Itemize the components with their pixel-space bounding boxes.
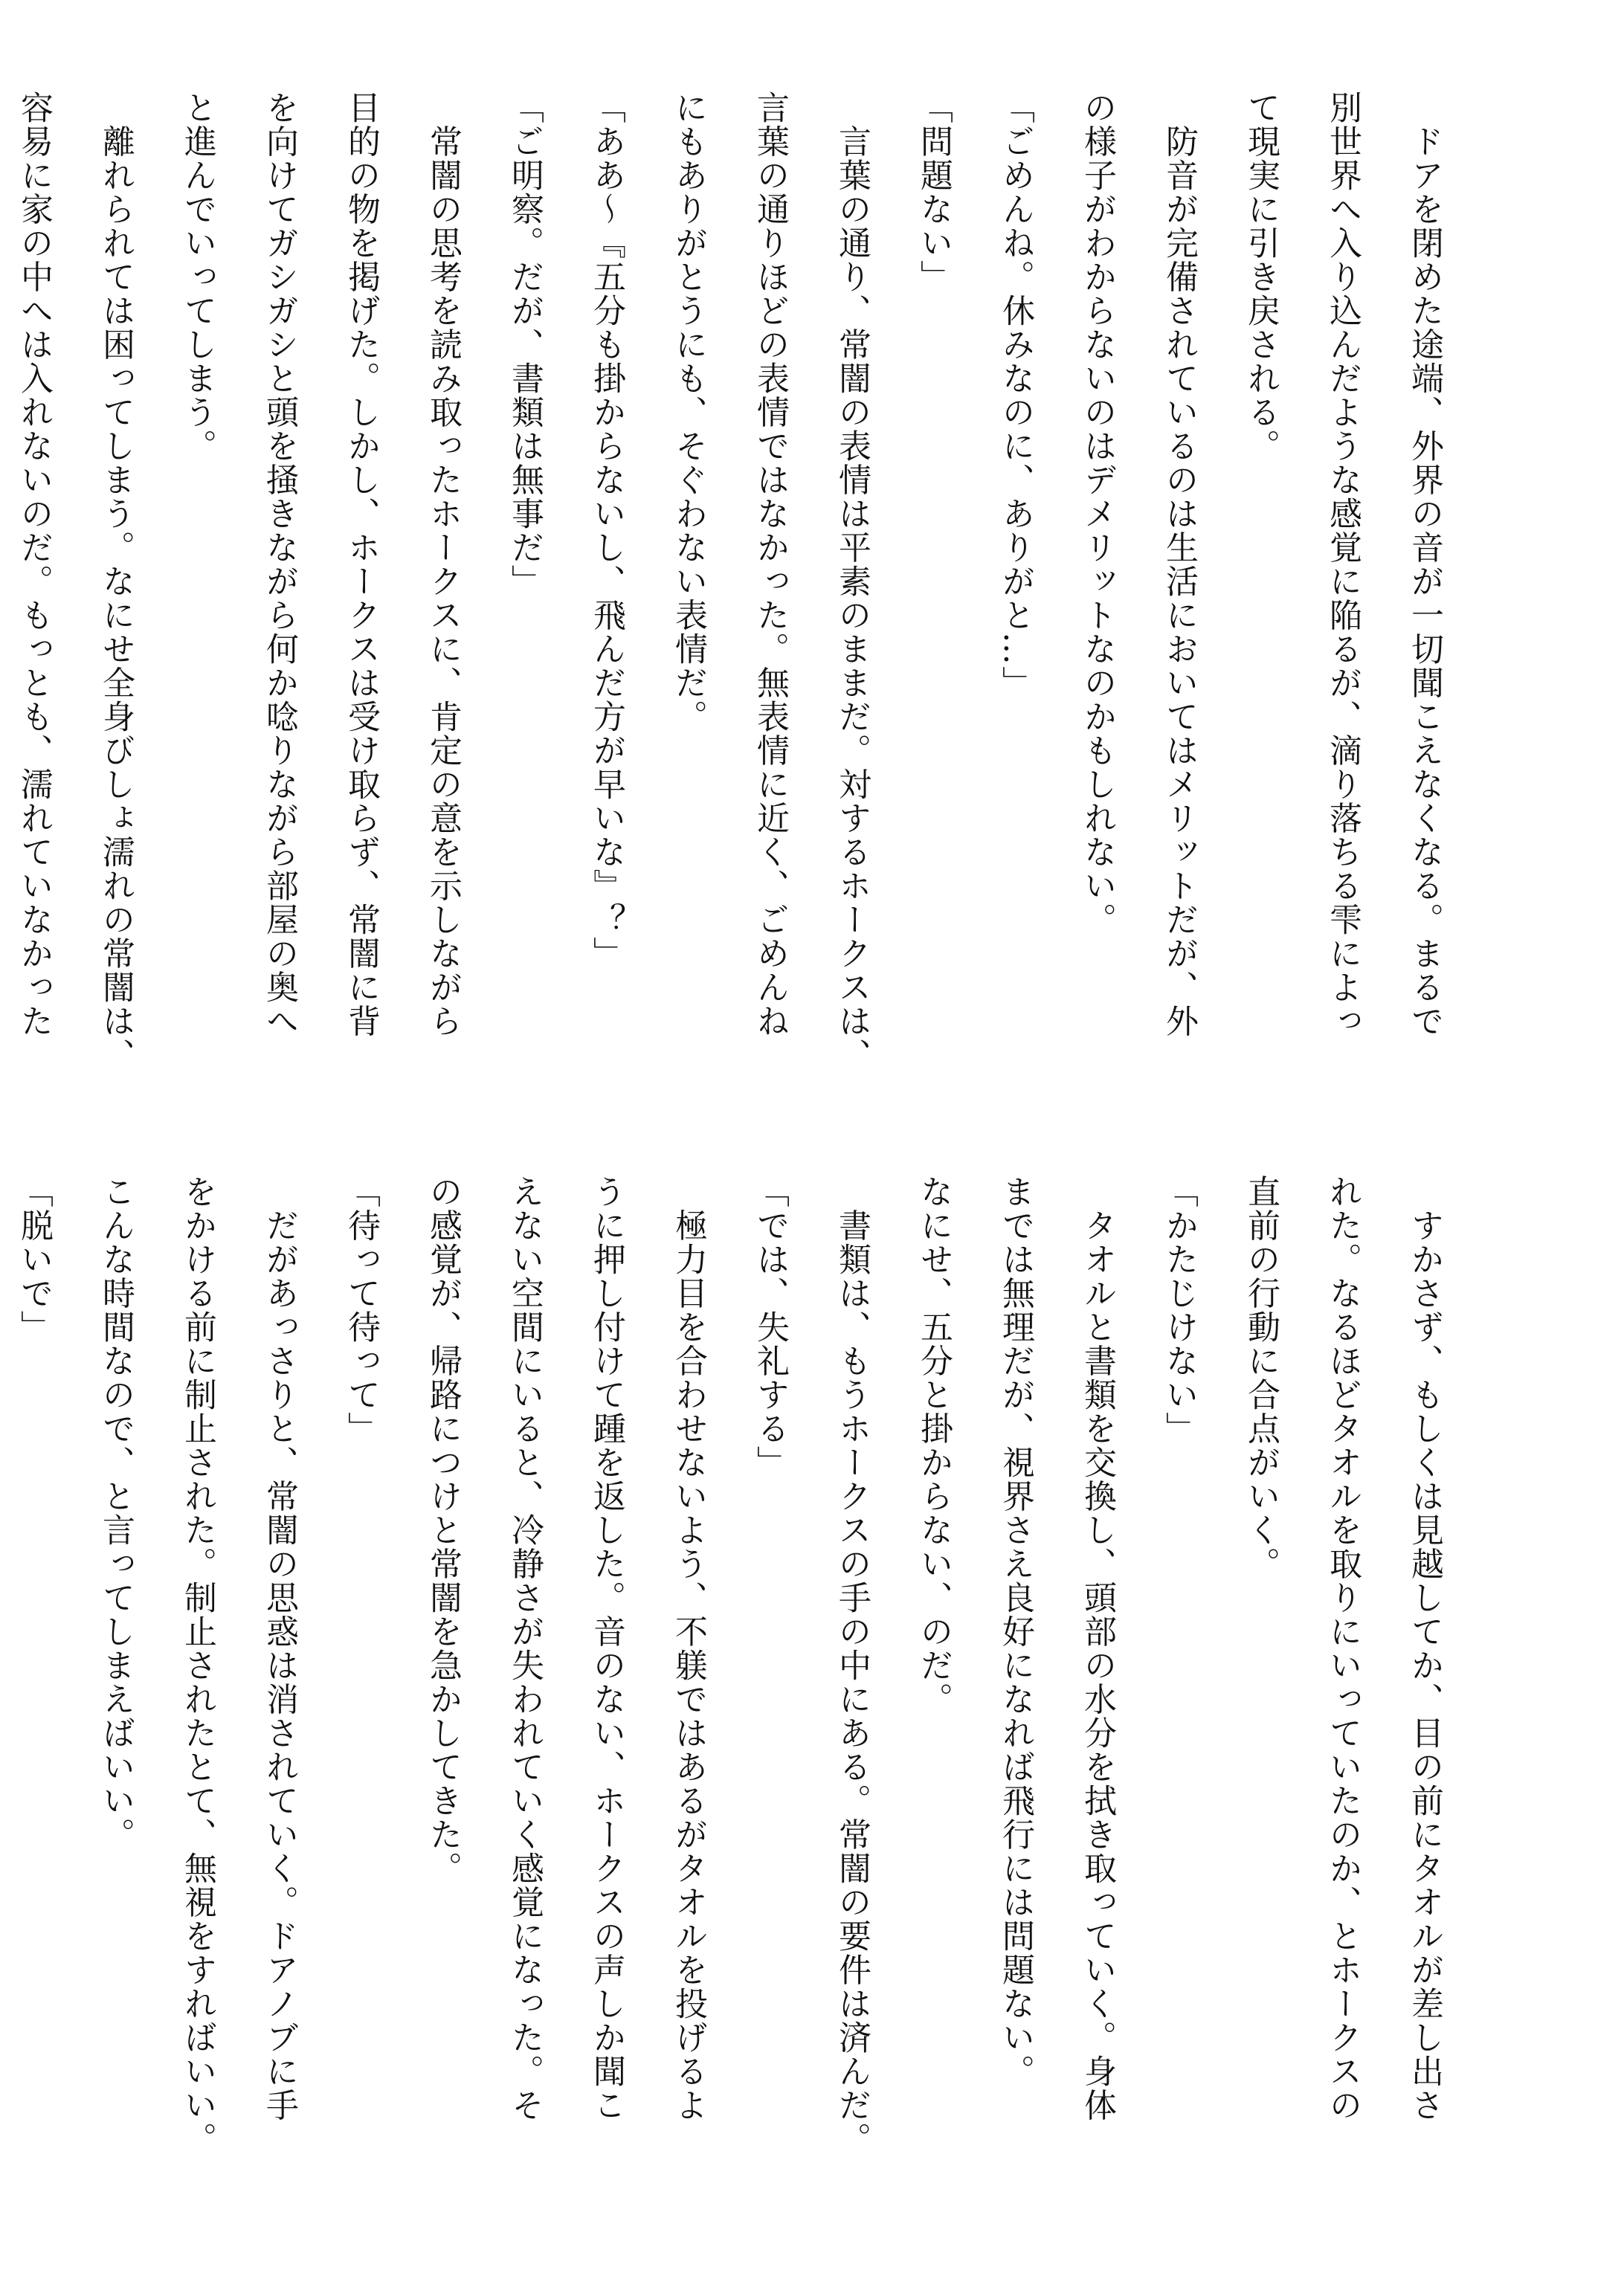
- text-line: と進んでいってしまう。: [178, 91, 216, 463]
- text-line: 「ご明察。だが、書類は無事だ」: [506, 91, 544, 599]
- text-line: すかさず、もしくは見越してか、目の前にタオルが差し出さ: [1405, 1175, 1443, 2122]
- text-line: 言葉の通りほどの表情ではなかった。無表情に近く、ごめんね: [751, 91, 789, 1038]
- text-line: 「ごめんね。休みなのに、ありがと…」: [996, 91, 1034, 700]
- text-line: 離れられては困ってしまう。なにせ全身びしょ濡れの常闇は、: [97, 91, 135, 1072]
- text-line: 防音が完備されているのは生活においてはメリットだが、外: [1160, 91, 1198, 1038]
- text-line: をかける前に制止された。制止されたとて、無視をすればいい。: [178, 1175, 216, 2156]
- text-line: タオルと書類を交換し、頭部の水分を拭き取っていく。身体: [1078, 1175, 1116, 2122]
- text-line: までは無理だが、視界さえ良好になれば飛行には問題ない。: [996, 1175, 1034, 2089]
- text-line: 別世界へ入り込んだような感覚に陥るが、滴り落ちる雫によっ: [1324, 91, 1362, 1038]
- text-line: 「問題ない」: [915, 91, 953, 294]
- text-line: 極力目を合わせないよう、不躾ではあるがタオルを投げるよ: [669, 1175, 707, 2122]
- text-line: にもありがとうにも、そぐわない表情だ。: [669, 91, 707, 734]
- text-line: 書類は、もうホークスの手の中にある。常闇の要件は済んだ。: [833, 1175, 871, 2156]
- text-line: て現実に引き戻される。: [1242, 91, 1280, 463]
- text-line: ドアを閉めた途端、外界の音が一切聞こえなくなる。まるで: [1405, 91, 1443, 1038]
- text-line: 「では、失礼する」: [751, 1175, 789, 1480]
- text-line: 「脱いで」: [15, 1175, 53, 1344]
- text-line: 直前の行動に合点がいく。: [1242, 1175, 1280, 1581]
- text-block-top: [15, 91, 1465, 1102]
- text-line: なにせ、五分と掛からない、のだ。: [915, 1175, 953, 1716]
- text-line: 容易に家の中へは入れないのだ。もっとも、濡れていなかった: [15, 91, 53, 1038]
- text-line: だがあっさりと、常闇の思惑は消されていく。ドアノブに手: [260, 1175, 298, 2122]
- text-line: の様子がわからないのはデメリットなのかもしれない。: [1078, 91, 1116, 937]
- text-line: 目的の物を掲げた。しかし、ホークスは受け取らず、常闇に背: [342, 91, 380, 1038]
- text-line: うに押し付けて踵を返した。音のない、ホークスの声しか聞こ: [587, 1175, 625, 2122]
- text-line: えない空間にいると、冷静さが失われていく感覚になった。そ: [506, 1175, 544, 2122]
- text-line: を向けてガシガシと頭を掻きながら何か唸りながら部屋の奥へ: [260, 91, 298, 1038]
- text-line: 「かたじけない」: [1160, 1175, 1198, 1445]
- text-block-bottom: [15, 1175, 1465, 2186]
- text-line: れた。なるほどタオルを取りにいっていたのか、とホークスの: [1324, 1175, 1362, 2122]
- text-line: の感覚が、帰路につけと常闇を急かしてきた。: [424, 1175, 462, 1886]
- text-line: 常闇の思考を読み取ったホークスに、肯定の意を示しながら: [424, 91, 462, 1038]
- text-line: 「待って待って」: [342, 1175, 380, 1445]
- text-line: こんな時間なので、と言ってしまえばいい。: [97, 1175, 135, 1851]
- text-line: 「ああ〜『五分も掛からないし、飛んだ方が早いな』？」: [587, 91, 625, 970]
- text-line: 言葉の通り、常闇の表情は平素のままだ。対するホークスは、: [833, 91, 871, 1072]
